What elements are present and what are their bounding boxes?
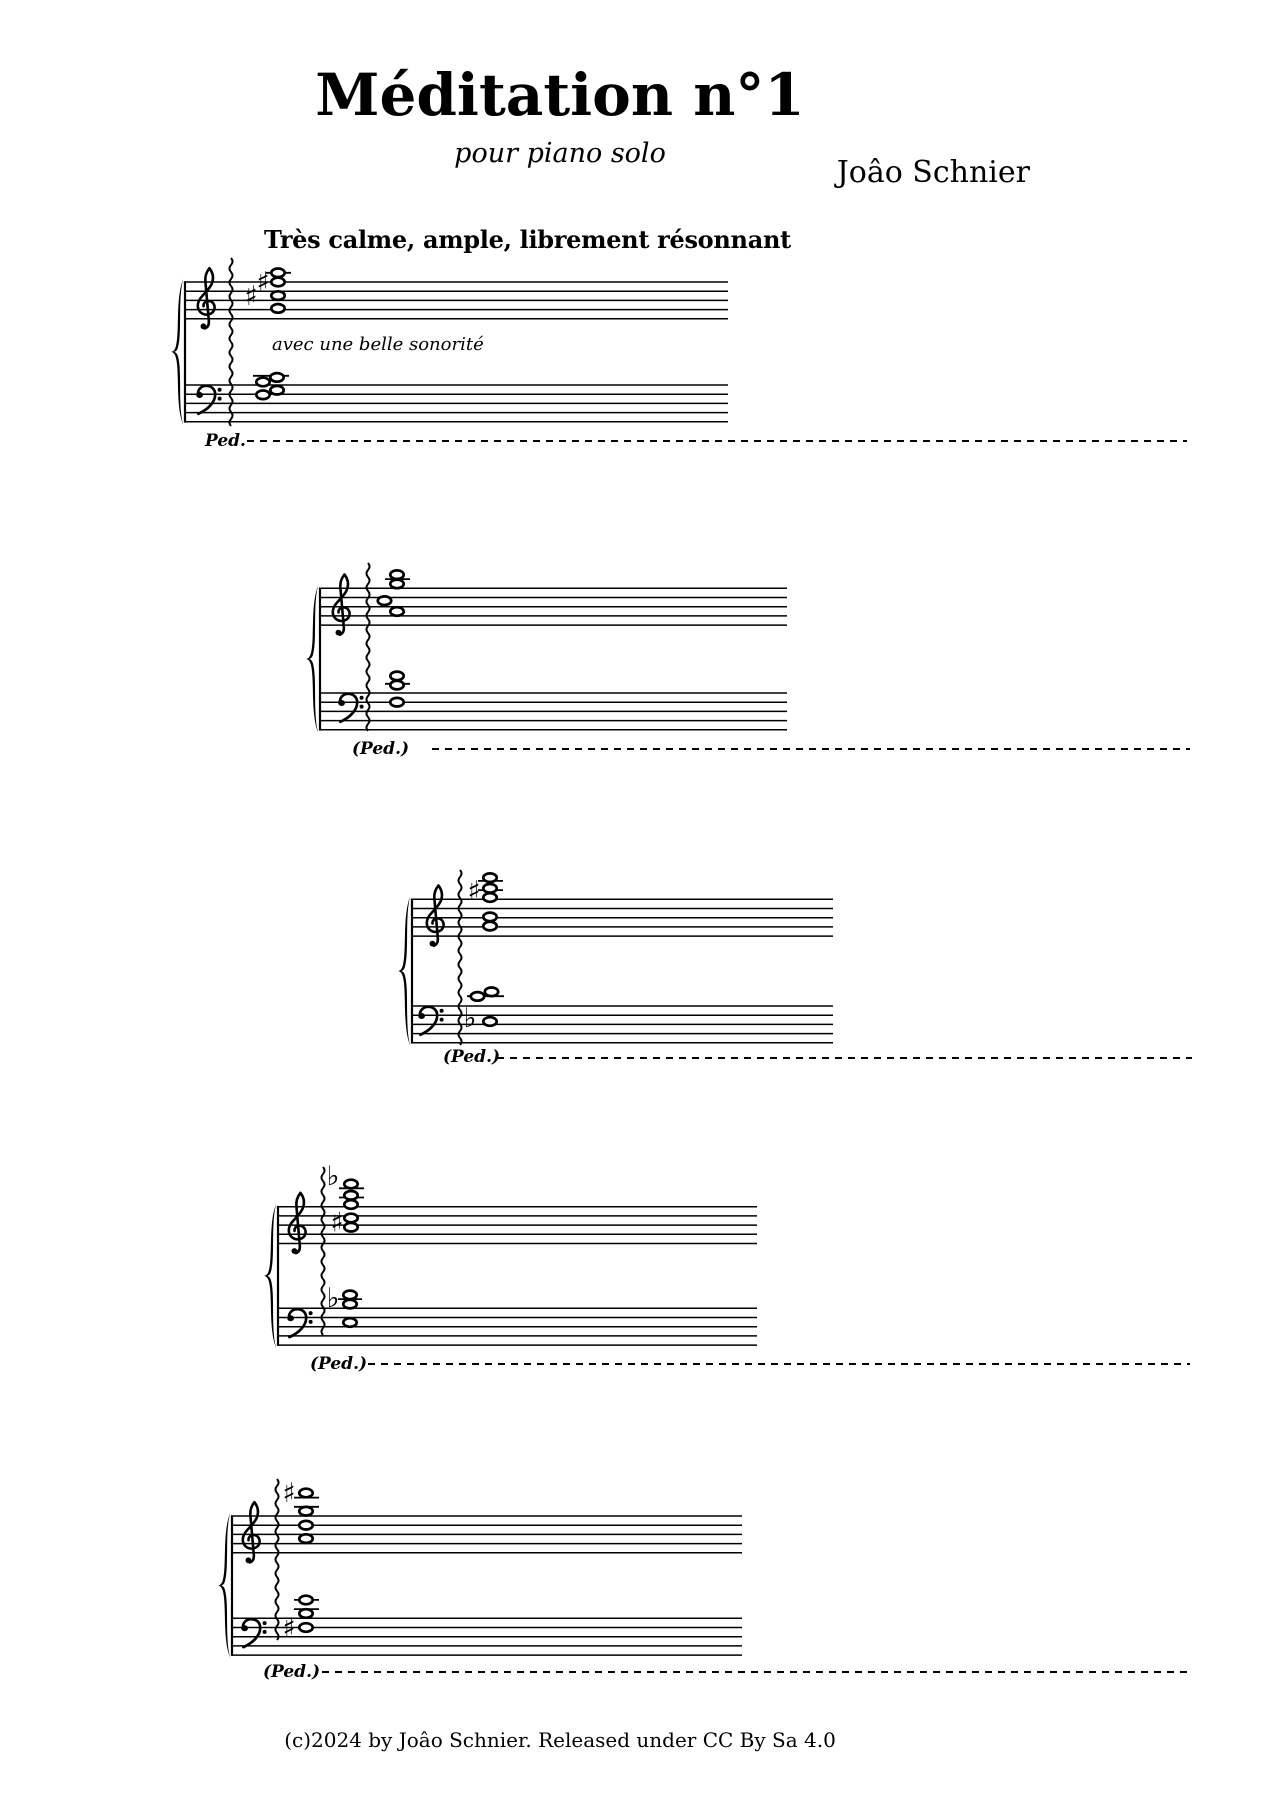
whole-note — [343, 1300, 356, 1309]
whole-note — [270, 373, 283, 382]
arpeggio-squiggle — [229, 258, 232, 426]
whole-note — [390, 681, 403, 690]
whole-note — [271, 291, 284, 300]
whole-note — [256, 378, 269, 387]
grand-staff-brace — [306, 585, 318, 733]
whole-note — [299, 1596, 312, 1605]
arpeggio-squiggle — [275, 1479, 278, 1640]
bass-clef-head — [418, 1013, 425, 1019]
whole-note — [270, 386, 283, 395]
sharp-accidental-icon: ♯ — [244, 281, 258, 312]
whole-note — [343, 1291, 356, 1300]
whole-note — [483, 884, 496, 893]
bass-clef-icon — [420, 1007, 437, 1035]
system-2 — [306, 563, 1190, 759]
bass-clef-dot — [263, 1621, 267, 1625]
whole-note — [271, 269, 284, 278]
whole-note — [344, 1191, 357, 1200]
pedal-label: (Ped.) — [443, 1047, 501, 1067]
bass-clef-dot — [440, 1009, 444, 1013]
whole-note — [483, 893, 496, 902]
whole-note — [483, 873, 496, 882]
system-3 — [398, 870, 1192, 1067]
sharp-accidental-icon: ♯ — [467, 876, 481, 907]
whole-note — [299, 1623, 312, 1632]
whole-note — [483, 922, 496, 931]
bass-clef-head — [287, 1315, 294, 1321]
bass-clef-icon — [340, 694, 357, 722]
bass-clef-dot — [440, 1018, 444, 1022]
bass-clef-icon — [243, 1619, 260, 1647]
bass-clef-dot — [309, 1311, 313, 1315]
treble-clef-dot — [336, 630, 342, 636]
whole-note — [344, 1180, 357, 1189]
treble-clef-dot — [430, 941, 436, 947]
whole-note — [390, 570, 403, 579]
copyright-notice: (c)2024 by Joâo Schnier. Released under CC By Sa 4.0 — [284, 1728, 836, 1752]
arpeggio-squiggle — [321, 1167, 324, 1335]
bass-clef-head — [196, 392, 203, 398]
bass-clef-icon — [198, 386, 215, 414]
pedal-label: (Ped.) — [352, 739, 410, 759]
bass-clef-head — [338, 700, 345, 706]
whole-note — [390, 580, 403, 589]
pedal-label: (Ped.) — [263, 1662, 321, 1682]
whole-note — [483, 913, 496, 922]
bass-clef-dot — [360, 696, 364, 700]
expression-marking: avec une belle sonorité — [272, 334, 484, 355]
sharp-accidental-icon: ♯ — [282, 1613, 296, 1644]
arpeggio-squiggle — [458, 870, 461, 1045]
flat-accidental-icon: ♭ — [326, 1161, 340, 1192]
bass-clef-dot — [360, 705, 364, 709]
whole-note — [344, 1214, 357, 1223]
flat-accidental-icon: ♭ — [326, 1283, 340, 1314]
sharp-accidental-icon: ♯ — [256, 267, 270, 298]
bass-clef-head — [241, 1625, 248, 1631]
whole-note — [299, 1534, 312, 1543]
tempo-marking: Très calme, ample, librement résonnant — [264, 225, 791, 254]
pedal-label: (Ped.) — [310, 1354, 368, 1374]
bass-clef-icon — [289, 1309, 306, 1337]
whole-note — [343, 1318, 356, 1327]
grand-staff-brace — [398, 896, 410, 1046]
treble-clef-dot — [292, 1248, 298, 1254]
whole-note — [378, 596, 391, 605]
whole-note — [299, 1507, 312, 1516]
whole-note — [256, 391, 269, 400]
whole-note — [299, 1521, 312, 1530]
whole-note — [299, 1609, 312, 1618]
composer-name: Joâo Schnier — [836, 155, 1030, 190]
whole-note — [271, 278, 284, 287]
grand-staff-brace — [171, 279, 183, 425]
bass-clef-dot — [263, 1630, 267, 1634]
sharp-accidental-icon: ♯ — [330, 1207, 344, 1239]
flat-accidental-icon: ♭ — [463, 1003, 477, 1034]
system-4 — [264, 1161, 1190, 1374]
grand-staff-brace — [264, 1204, 276, 1348]
whole-note — [344, 1223, 357, 1232]
whole-note — [485, 988, 498, 997]
whole-note — [390, 607, 403, 616]
bass-clef-dot — [218, 388, 222, 392]
piece-title: Méditation n°1 — [315, 61, 805, 129]
bass-clef-dot — [218, 397, 222, 401]
treble-clef-dot — [201, 323, 207, 329]
grand-staff-brace — [218, 1513, 230, 1658]
treble-clef-dot — [246, 1557, 252, 1563]
whole-note — [390, 672, 403, 681]
pedal-label: Ped. — [205, 431, 246, 451]
sharp-accidental-icon: ♯ — [282, 1478, 296, 1509]
whole-note — [483, 1017, 496, 1026]
whole-note — [271, 304, 284, 313]
whole-note — [344, 1200, 357, 1209]
system-5 — [218, 1478, 1188, 1682]
bass-clef-dot — [309, 1320, 313, 1324]
piece-subtitle: pour piano solo — [454, 138, 666, 169]
whole-note — [299, 1489, 312, 1498]
whole-note — [390, 698, 403, 707]
whole-note — [471, 992, 484, 1001]
